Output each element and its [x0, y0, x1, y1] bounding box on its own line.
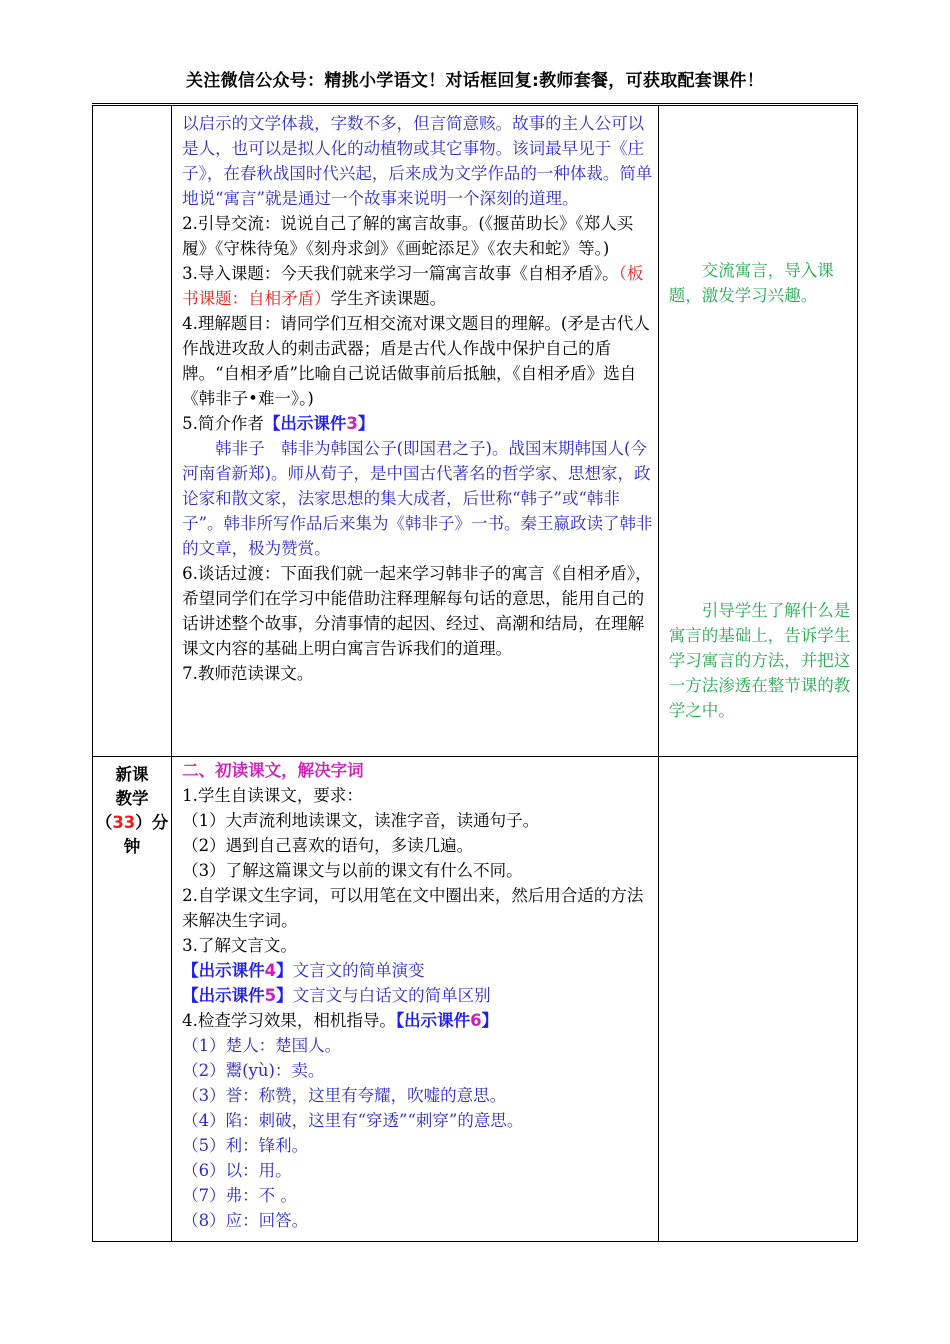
glossary-item: （6）以：用。	[182, 1161, 292, 1180]
main-content-cell	[172, 757, 659, 1242]
step-4: 4.理解题目：请同学们互相交流对课文题目的理解。(矛是古代人作战进攻敌人的刺击武器；盾是古代人作战中保护自己的盾牌。“自相矛盾”比喻自己说话做事前后抵触，《自相矛盾》选自《韩非子•难一》。)	[182, 314, 650, 408]
courseware-tag: 【出示课件3】	[263, 414, 375, 433]
glossary-item: （8）应：回答。	[182, 1211, 309, 1230]
notes-cell	[658, 105, 857, 757]
step-3: 3.导入课题：今天我们就来学习一篇寓言故事《自相矛盾》。（板书课题：自相矛盾）学生齐读课题。	[182, 264, 644, 308]
step-2: 2.引导交流：说说自己了解的寓言故事。(《揠苗助长》《郑人买履》《守株待兔》《刻舟求剑》《画蛇添足》《农夫和蛇》等。)	[182, 214, 634, 258]
glossary-item: （5）利：锋利。	[182, 1136, 309, 1155]
step-4: 4.检查学习效果，相机指导。【出示课件6】	[182, 1011, 499, 1030]
glossary-item: （2）鬻(yù)：卖。	[182, 1061, 325, 1080]
main-content-cell	[172, 105, 659, 757]
note-2: 引导学生了解什么是寓言的基础上，告诉学生学习寓言的方法，并把这一方法渗透在整节课的教学之中。	[668, 601, 851, 720]
fable-intro: 以启示的文学体裁，字数不多，但言简意赅。故事的主人公可以是人，也可以是拟人化的动植物或其它事物。该词最早见于《庄子》，在春秋战国时代兴起，后来成为文学作品的一种体裁。简单地说“寓言”就是通过一个故事来说明一个深刻的道理。	[182, 114, 653, 208]
step-7: 7.教师范读课文。	[182, 664, 314, 683]
step-6: 6.谈话过渡：下面我们就一起来学习韩非子的寓言《自相矛盾》，希望同学们在学习中能借助注释理解每句话的意思，能用自己的话讲述整个故事，分清事情的起因、经过、高潮和结局，在理解课文内容的基础上明白寓言告诉我们的道理。	[182, 564, 652, 658]
board-title-note: （板书课题：自相矛盾）	[182, 264, 644, 308]
glossary-item: （4）陷：刺破，这里有“穿透”“刺穿”的意思。	[182, 1111, 524, 1130]
stage-cell: 新课 教学 （33）分 钟	[93, 757, 172, 1242]
step-5: 5.简介作者【出示课件3】	[182, 414, 375, 433]
section-heading: 二、初读课文，解决字词	[182, 761, 364, 780]
requirement: （1）大声流利地读课文，读准字音，读通句子。	[182, 811, 540, 830]
requirement: （2）遇到自己喜欢的语句，多读几遍。	[182, 836, 474, 855]
lesson-plan-table	[92, 103, 858, 1242]
author-intro: 韩非子 韩非为韩国公子(即国君之子)。战国末期韩国人(今河南省新郑)。师从荀子，是中国古代著名的哲学家、思想家，政论家和散文家，法家思想的集大成者，后世称“韩子”或“韩非子”。韩非所写作品后来集为《韩非子》一书。秦王嬴政读了韩非的文章，极为赞赏。	[182, 439, 653, 558]
table-row	[93, 105, 858, 757]
page-header: 关注微信公众号：精挑小学语文！对话框回复:教师套餐，可获取配套课件！	[186, 71, 764, 91]
requirement: （3）了解这篇课文与以前的课文有什么不同。	[182, 861, 523, 880]
step-3: 3.了解文言文。	[182, 936, 297, 955]
glossary-item: （3）誉：称赞，这里有夸耀，吹嘘的意思。	[182, 1086, 507, 1105]
notes-cell	[658, 757, 857, 1242]
glossary-item: （1）楚人：楚国人。	[182, 1036, 342, 1055]
glossary-item: （7）弗：不 。	[182, 1186, 297, 1205]
duration-minutes: 33	[112, 813, 136, 832]
table-row	[93, 757, 858, 1242]
step-2: 2.自学课文生字词，可以用笔在文中圈出来，然后用合适的方法来解决生字词。	[182, 886, 644, 930]
stage-cell-empty	[93, 105, 172, 757]
courseware-5: 【出示课件5】文言文与白话文的简单区别	[182, 986, 491, 1005]
courseware-4: 【出示课件4】文言文的简单演变	[182, 961, 425, 980]
note-1: 交流寓言，导入课题，激发学习兴趣。	[668, 261, 834, 305]
step-1: 1.学生自读课文，要求：	[182, 786, 363, 805]
